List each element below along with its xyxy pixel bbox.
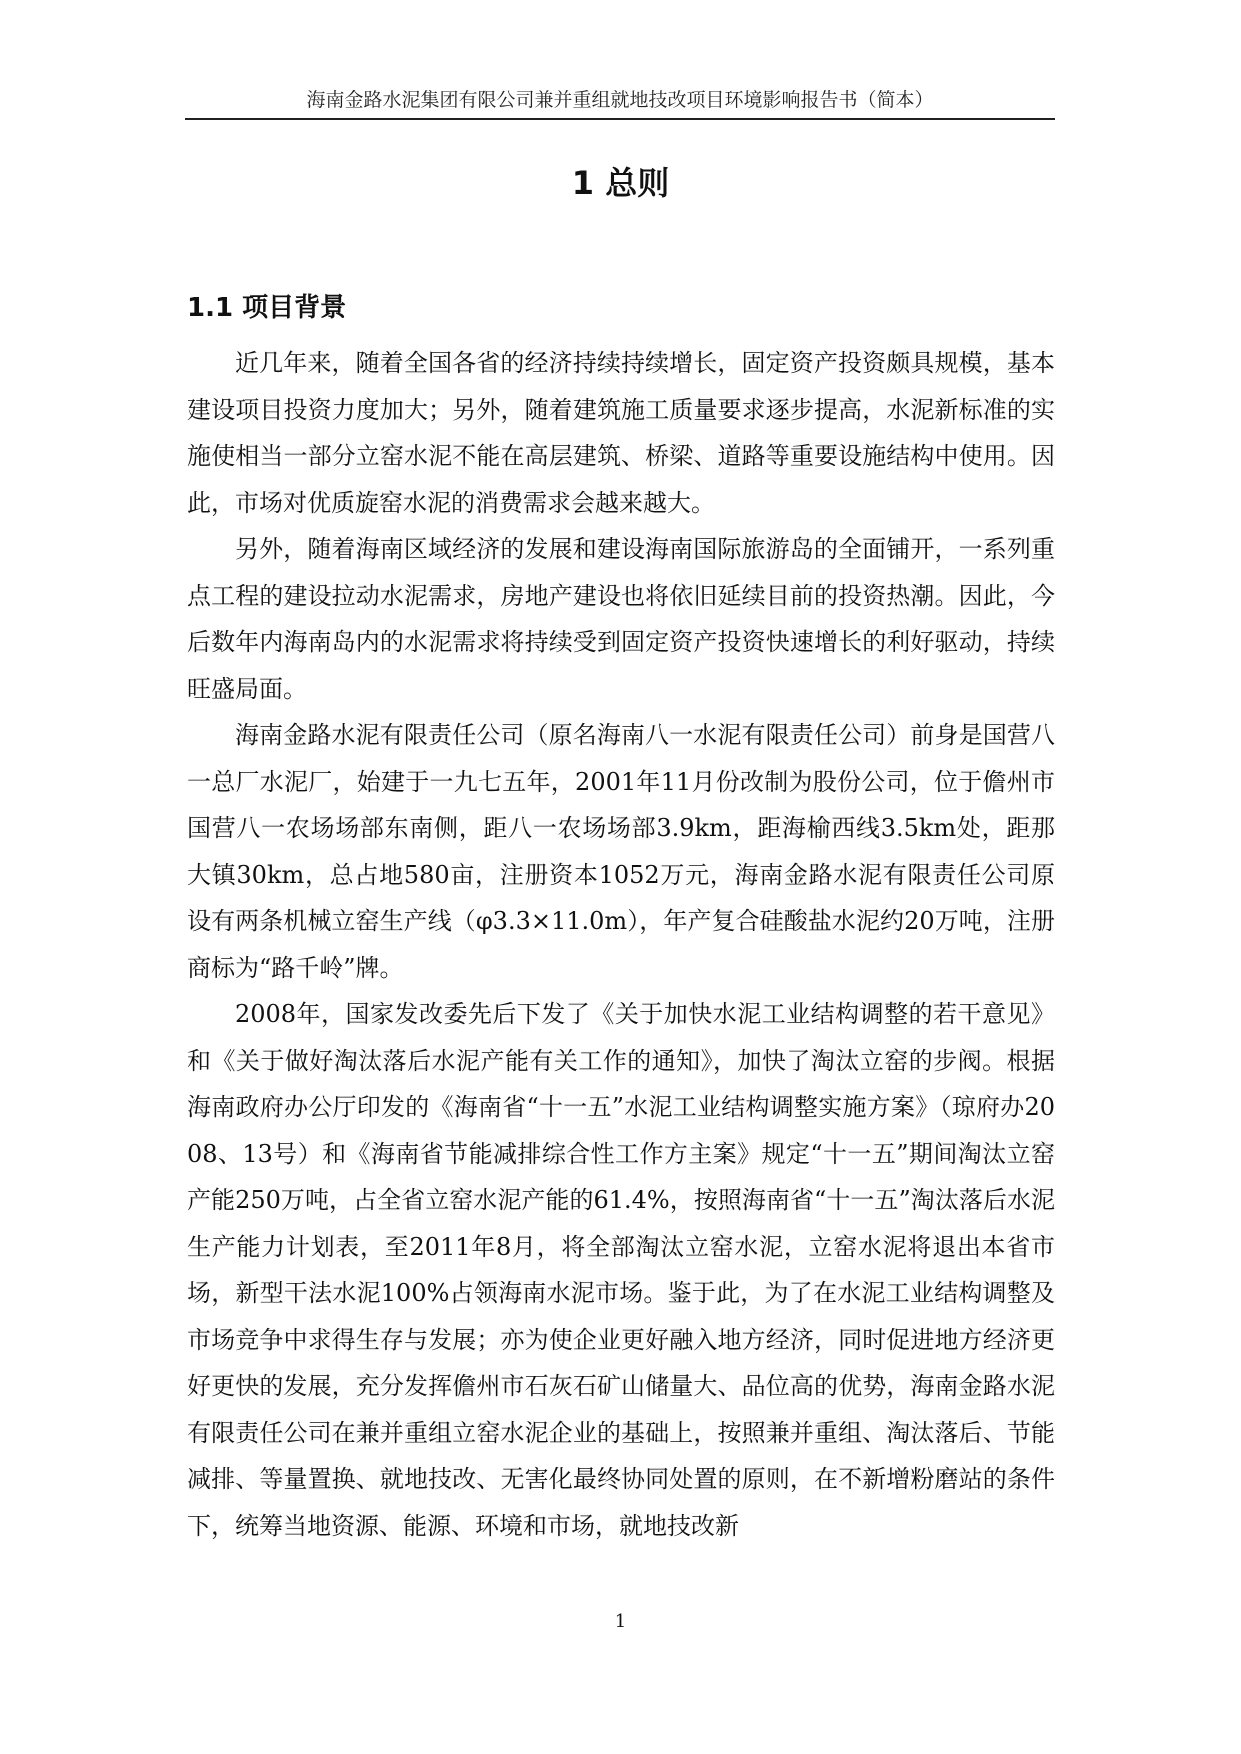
paragraph-4: 2008年，国家发改委先后下发了《关于加快水泥工业结构调整的若干意见》和《关于做好淘汰落后水泥产能有关工作的通知》，加快了淘汰立窑的步阀。根据海南政府办公厅印发的《海南省“十一五”水泥工业结构调整实施方案》（琼府办2008、13号）和《海南省节能减排综合性工作方主案》规定“十一五”期间淘汰立窑产能250万吨，占全省立窑水泥产能的61.4%，按照海南省“十一五”淘汰落后水泥生产能力计划表，至2011年8月，将全部淘汰立窑水泥，立窑水泥将退出本省市场，新型干法水泥100%占领海南水泥市场。鉴于此，为了在水泥工业结构调整及市场竞争中求得生存与发展；亦为使企业更好融入地方经济，同时促进地方经济更好更快的发展，充分发挥儋州市石灰石矿山储量大、品位高的优势，海南金路水泥有限责任公司在兼并重组立窑水泥企业的基础上，按照兼并重组、淘汰落后、节能减排、等量置换、就地技改、无害化最终协同处置的原则，在不新增粉磨站的条件下，统筹当地资源、能源、环境和市场，就地技改新 [187, 1000, 1055, 1540]
section-title: 1.1 项目背景 [187, 293, 347, 323]
paragraph-1: 近几年来，随着全国各省的经济持续持续增长，固定资产投资颇具规模，基本建设项目投资力度加大；另外，随着建筑施工质量要求逐步提高，水泥新标准的实施使相当一部分立窑水泥不能在高层建筑、桥梁、道路等重要设施结构中使用。因此，市场对优质旋窑水泥的消费需求会越来越大。 [187, 349, 1055, 517]
body-text [187, 340, 1055, 1549]
paragraph-3: 海南金路水泥有限责任公司（原名海南八一水泥有限责任公司）前身是国营八一总厂水泥厂，始建于一九七五年，2001年11月份改制为股份公司，位于儋州市国营八一农场场部东南侧，距八一农场场部3.9km，距海榆西线3.5km处，距那大镇30km，总占地580亩，注册资本1052万元，海南金路水泥有限责任公司原设有两条机械立窑生产线（φ3.3×11.0m），年产复合硅酸盐水泥约20万吨，注册商标为“路千岭”牌。 [187, 721, 1055, 982]
page-number: 1 [614, 1611, 627, 1632]
chapter-title: 1 总则 [571, 164, 670, 202]
paragraph-2: 另外，随着海南区域经济的发展和建设海南国际旅游岛的全面铺开，一系列重点工程的建设拉动水泥需求，房地产建设也将依旧延续目前的投资热潮。因此，今后数年内海南岛内的水泥需求将持续受到固定资产投资快速增长的利好驱动，持续旺盛局面。 [187, 535, 1055, 703]
running-header: 海南金路水泥集团有限公司兼并重组就地技改项目环境影响报告书（简本） [185, 86, 1055, 120]
